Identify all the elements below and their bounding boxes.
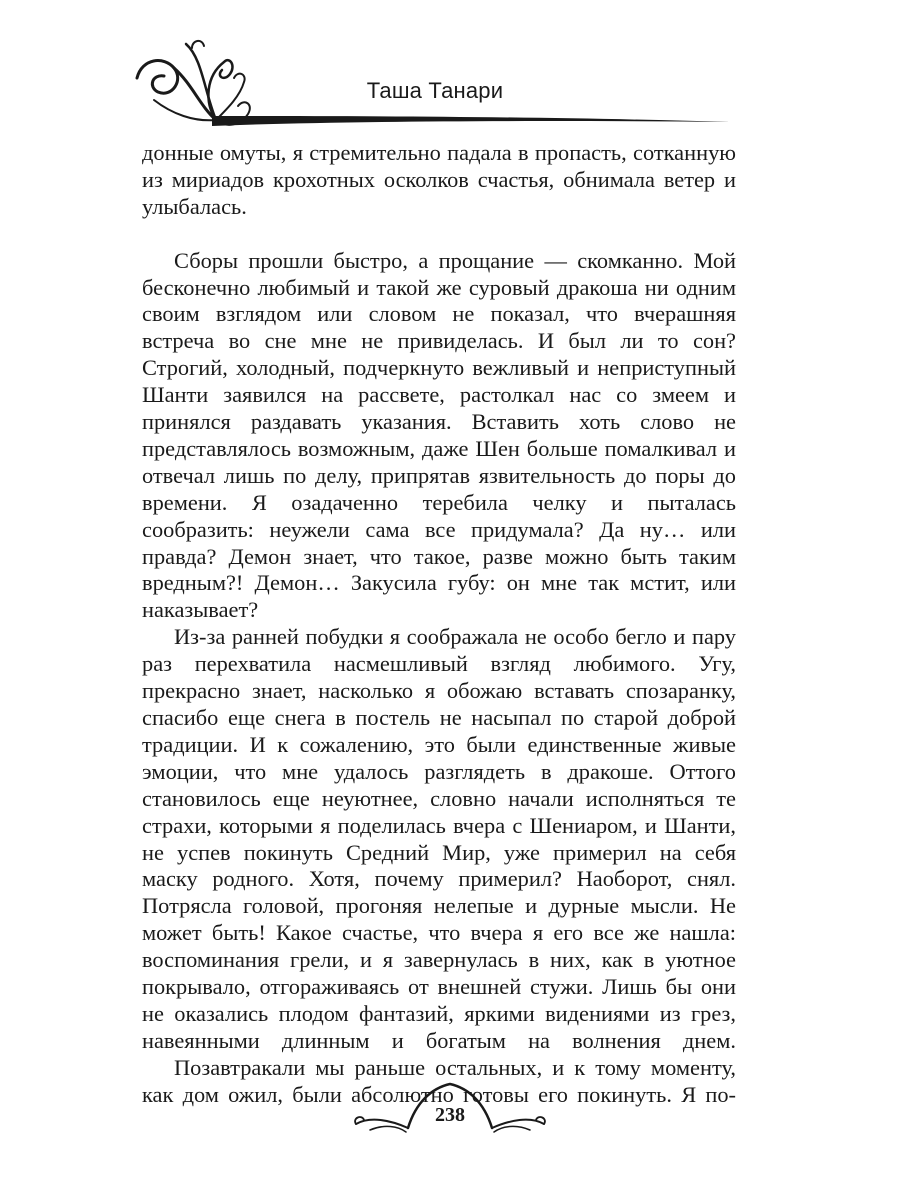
paragraph: донные омуты, я стремительно падала в пропасть, сотканную из мириадов крохотных осколков счастья, обнимала ветер и улыбалась.: [142, 140, 736, 219]
page-text: [142, 140, 736, 1109]
page-number: 238: [435, 1104, 465, 1126]
paragraph: Сборы прошли быстро, а прощание — скомканно. Мой бесконечно любимый и такой же суровый дракоша ни одним своим взглядом или словом не показал, что вчерашняя встреча во сне мне не привиделась. И был ли то сон? Строгий, холодный, подчеркнуто вежливый и неприступный Шанти заявился на рассвете, растолкал нас со змеем и принялся раздавать указания. Вставить хоть слово не представлялось возможным, даже Шен больше помалкивал и отвечал лишь по делу, припрятав язвительность до поры до времени. Я озадаченно теребила челку и пыталась сообразить: неужели сама все придумала? Да ну… или правда? Демон знает, что такое, разве можно быть таким вредным?! Демон… Закусила губу: он мне так мстит, или наказывает?: [142, 247, 736, 623]
author-name: Таша Танари: [366, 78, 504, 103]
paragraph: Позавтракали мы раньше остальных, и к тому моменту, как дом ожил, были абсолютно готовы его покинуть. Я по-: [142, 1054, 736, 1107]
paragraph: Из-за ранней побудки я соображала не особо бегло и пару раз перехватила насмешливый взгляд любимого. Угу, прекрасно знает, насколько я обожаю вставать спозаранку, спасибо еще снега в постель не насыпал по старой доброй традиции. И к сожалению, это были единственные живые эмоции, что мне удалось разглядеть в дракоше. Оттого становилось еще неуютнее, словно начали исполняться те страхи, которыми я поделилась вчера с Шениаром, и Шанти, не успев покинуть Средний Мир, уже примерил на себя маску родного. Хотя, почему примерил? Наоборот, снял. Потрясла головой, прогоняя нелепые и дурные мысли. Не может быть! Какое счастье, что вчера я его все же нашла: воспоминания грели, и я завернулась в них, как в уютное покрывало, отгораживаясь от внешней стужи. Лишь бы они не оказались плодом фантазий, яркими видениями из грез, навеянными длинным и богатым на волнения днем.: [142, 624, 736, 1053]
